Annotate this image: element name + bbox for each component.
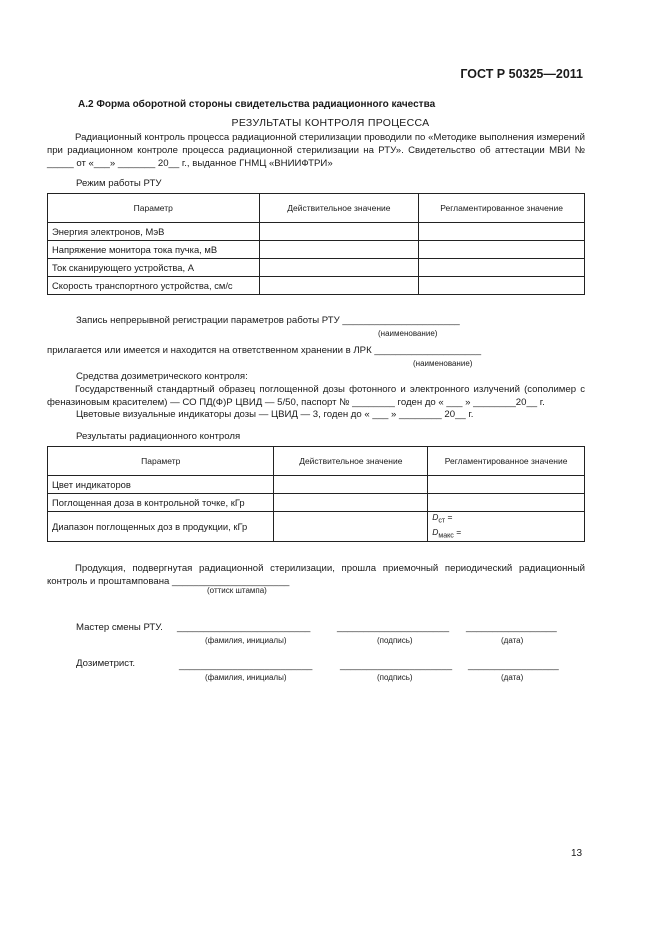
record-line: Запись непрерывной регистрации параметров работы РТУ ______________________ [76,315,460,326]
col-header-actual: Действительное значение [259,194,419,223]
results-table [47,446,585,542]
row-label: Поглощенная доза в контрольной точке, кГр [48,494,274,512]
regulated-value-cell[interactable] [419,277,585,295]
stamp-caption: (оттиск штампа) [207,586,267,595]
dosimetrist-signature-caption: (подпись) [377,673,413,682]
master-name-blank[interactable]: _________________________ [177,622,311,633]
product-paragraph [47,562,585,588]
table-row [48,494,585,512]
table-row [48,512,585,542]
naming-caption-1: (наименование) [378,329,438,338]
mode-label: Режим работы РТУ [76,178,162,189]
regulated-value-cell[interactable] [428,476,585,494]
results-title: РЕЗУЛЬТАТЫ КОНТРОЛЯ ПРОЦЕССА [231,117,430,129]
table-row [48,476,585,494]
col-header-actual: Действительное значение [274,447,428,476]
row-label: Ток сканирующего устройства, А [48,259,260,277]
document-header: ГОСТ Р 50325—2011 [460,67,583,81]
master-signature-blank[interactable]: _____________________ [337,622,450,633]
actual-value-cell[interactable] [259,277,419,295]
master-name-caption: (фамилия, инициалы) [205,636,287,645]
dosimetry-standard-paragraph [47,383,585,409]
table-header-row [48,447,585,476]
intro-paragraph [47,131,585,170]
dose-range-cell[interactable] [428,512,585,542]
actual-value-cell[interactable] [274,512,428,542]
section-title: А.2 Форма оборотной стороны свидетельства радиационного качества [78,99,436,110]
table-row [48,223,585,241]
actual-value-cell[interactable] [259,223,419,241]
table-row [48,241,585,259]
row-label: Цвет индикаторов [48,476,274,494]
dose-symbol: D [432,512,439,522]
dose-max-subscript: макс [438,531,454,540]
table-header-row [48,194,585,223]
master-date-blank[interactable]: _________________ [466,622,557,633]
dose-st-subscript: ст [438,516,446,525]
actual-value-cell[interactable] [259,241,419,259]
actual-value-cell[interactable] [274,476,428,494]
regulated-value-cell[interactable] [428,494,585,512]
naming-caption-2: (наименование) [413,359,473,368]
dosimetry-standard-text: Государственный стандартный образец поглощенной дозы фотонного и электронного излучений (сополимер с феназиновым красителем) — СО ПД(Ф)Р ЦВИД — 5/50, паспорт № ________ годен до « ___ » ________20__ г. [47,384,585,408]
actual-value-cell[interactable] [259,259,419,277]
row-label: Энергия электронов, МэВ [48,223,260,241]
dosimetrist-signature-blank[interactable]: _____________________ [340,660,453,671]
intro-text: Радиационный контроль процесса радиационной стерилизации проводили по «Методике выполнения измерений при радиационном контроле процесса радиационной стерилизации на РТУ». Свидетельство об аттестации МВИ № _____ от «___» _______ 20__ г., выданное ГНМЦ «ВНИИФТРИ» [47,132,585,169]
equals-sign: = [445,512,453,522]
dosimetrist-name-blank[interactable]: _________________________ [179,660,313,671]
dose-max-line [432,527,580,542]
row-label: Напряжение монитора тока пучка, мВ [48,241,260,259]
page-number: 13 [571,848,583,859]
mode-table [47,193,585,295]
regulated-value-cell[interactable] [419,241,585,259]
col-header-regulated: Регламентированное значение [428,447,585,476]
col-header-parameter: Параметр [48,194,260,223]
dosimetrist-date-blank[interactable]: _________________ [468,660,559,671]
actual-value-cell[interactable] [274,494,428,512]
dosimetry-indicators: Цветовые визуальные индикаторы дозы — ЦВИД — 3, годен до « ___ » ________ 20__ г. [76,409,474,420]
table-row [48,259,585,277]
col-header-parameter: Параметр [48,447,274,476]
dosimetry-title: Средства дозиметрического контроля: [76,371,248,382]
dose-st-line [432,512,580,527]
dosimetrist-date-caption: (дата) [501,673,524,682]
dosimetrist-name-caption: (фамилия, инициалы) [205,673,287,682]
master-date-caption: (дата) [501,636,524,645]
product-text: Продукция, подвергнутая радиационной стерилизации, прошла приемочный периодический радиационный контроль и проштампована ______________________ [47,563,585,587]
attached-line: прилагается или имеется и находится на ответственном хранении в ЛРК ____________________ [47,345,482,356]
dosimetrist-label: Дозиметрист. [76,658,136,669]
equals-sign: = [453,526,462,537]
regulated-value-cell[interactable] [419,259,585,277]
row-label: Диапазон поглощенных доз в продукции, кГр [48,512,274,542]
master-signature-caption: (подпись) [377,636,413,645]
row-label: Скорость транспортного устройства, см/с [48,277,260,295]
dose-symbol: D [432,526,439,537]
master-label: Мастер смены РТУ. [76,622,163,633]
results-label: Результаты радиационного контроля [76,431,241,442]
col-header-regulated: Регламентированное значение [419,194,585,223]
regulated-value-cell[interactable] [419,223,585,241]
table-row [48,277,585,295]
